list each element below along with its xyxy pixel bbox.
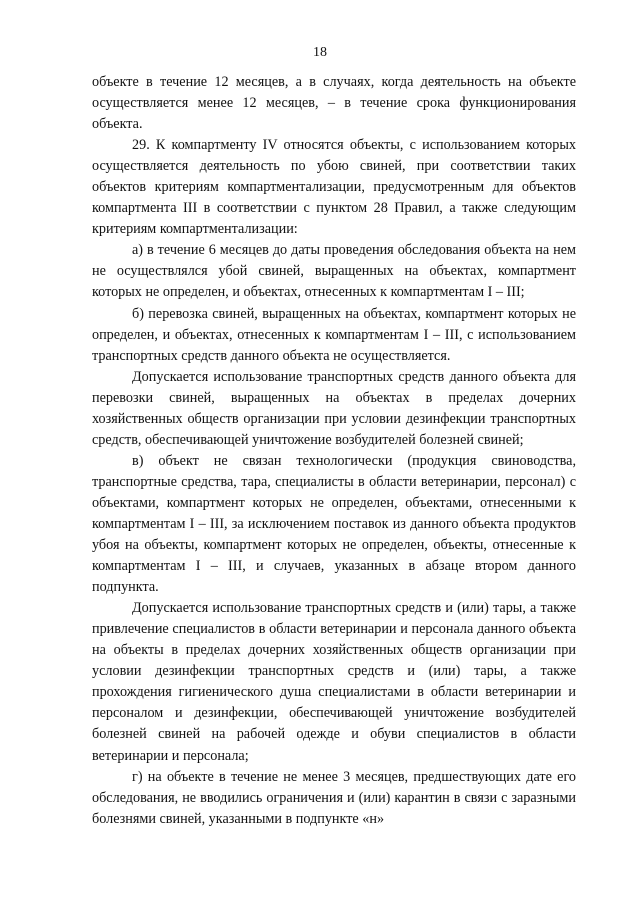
paragraph-item-29: 29. К компартменту IV относятся объекты, с использованием которых осуществляется деятельность по убою свиней, при соответствии таких объектов критериям компартментализации, предусмотренным для объектов компартмента III в соответствии с пунктом 28 Правил, а также следующим критериям компартментализации: xyxy=(92,137,576,238)
paragraph-subitem-b: б) перевозка свиней, выращенных на объектах, компартмент которых не определен, и объектах, отнесенных к компартментам I – III, с использованием транспортных средств данного объекта не осуществляется. xyxy=(92,305,576,364)
paragraph-v-exception: Допускается использование транспортных средств и (или) тары, а также привлечение специалистов в области ветеринарии и персонала данного объекта на объекты в пределах дочерних хозяйственных обществ организации при условии дезинфекции транспортных средств и (или) тары, а также прохождения гигиенического душа специалистами в области ветеринарии и персоналом и дезинфекции, обеспечивающей уничтожение возбудителей болезней свиней на рабочей одежде и обуви специалистов в области ветеринарии и персонала; xyxy=(92,600,576,764)
paragraph-b-exception: Допускается использование транспортных средств данного объекта для перевозки свиней, выращенных на объектах в пределах дочерних хозяйственных обществ организации при условии дезинфекции транспортных средств, обеспечивающей уничтожение возбудителей болезней свиней; xyxy=(92,368,576,448)
body-text xyxy=(92,72,576,830)
paragraph-continuation: объекте в течение 12 месяцев, а в случаях, когда деятельность на объекте осуществляется менее 12 месяцев, – в течение срока функционирования объекта. xyxy=(92,74,576,133)
paragraph-subitem-g: г) на объекте в течение не менее 3 месяцев, предшествующих дате его обследования, не вводились ограничения и (или) карантин в связи с заразными болезнями свиней, указанными в подпункте «н» xyxy=(92,768,576,827)
paragraph-subitem-v: в) объект не связан технологически (продукция свиноводства, транспортные средства, тара, специалисты в области ветеринарии, персонал) с объектами, компартмент которых не определен, объектами, отнесенными к компартментам I – III, за исключением поставок из данного объекта продуктов убоя на объекты, компартмент которых не определен, объекты, отнесенные к компартментам I – III, и случаев, указанных в абзаце втором данного подпункта. xyxy=(92,452,576,596)
page-number: 18 xyxy=(313,45,327,60)
paragraph-subitem-a: а) в течение 6 месяцев до даты проведения обследования объекта на нем не осуществлялся убой свиней, выращенных на объектах, компартмент которых не определен, и объектах, отнесенных к компартментам I – III; xyxy=(92,242,576,301)
